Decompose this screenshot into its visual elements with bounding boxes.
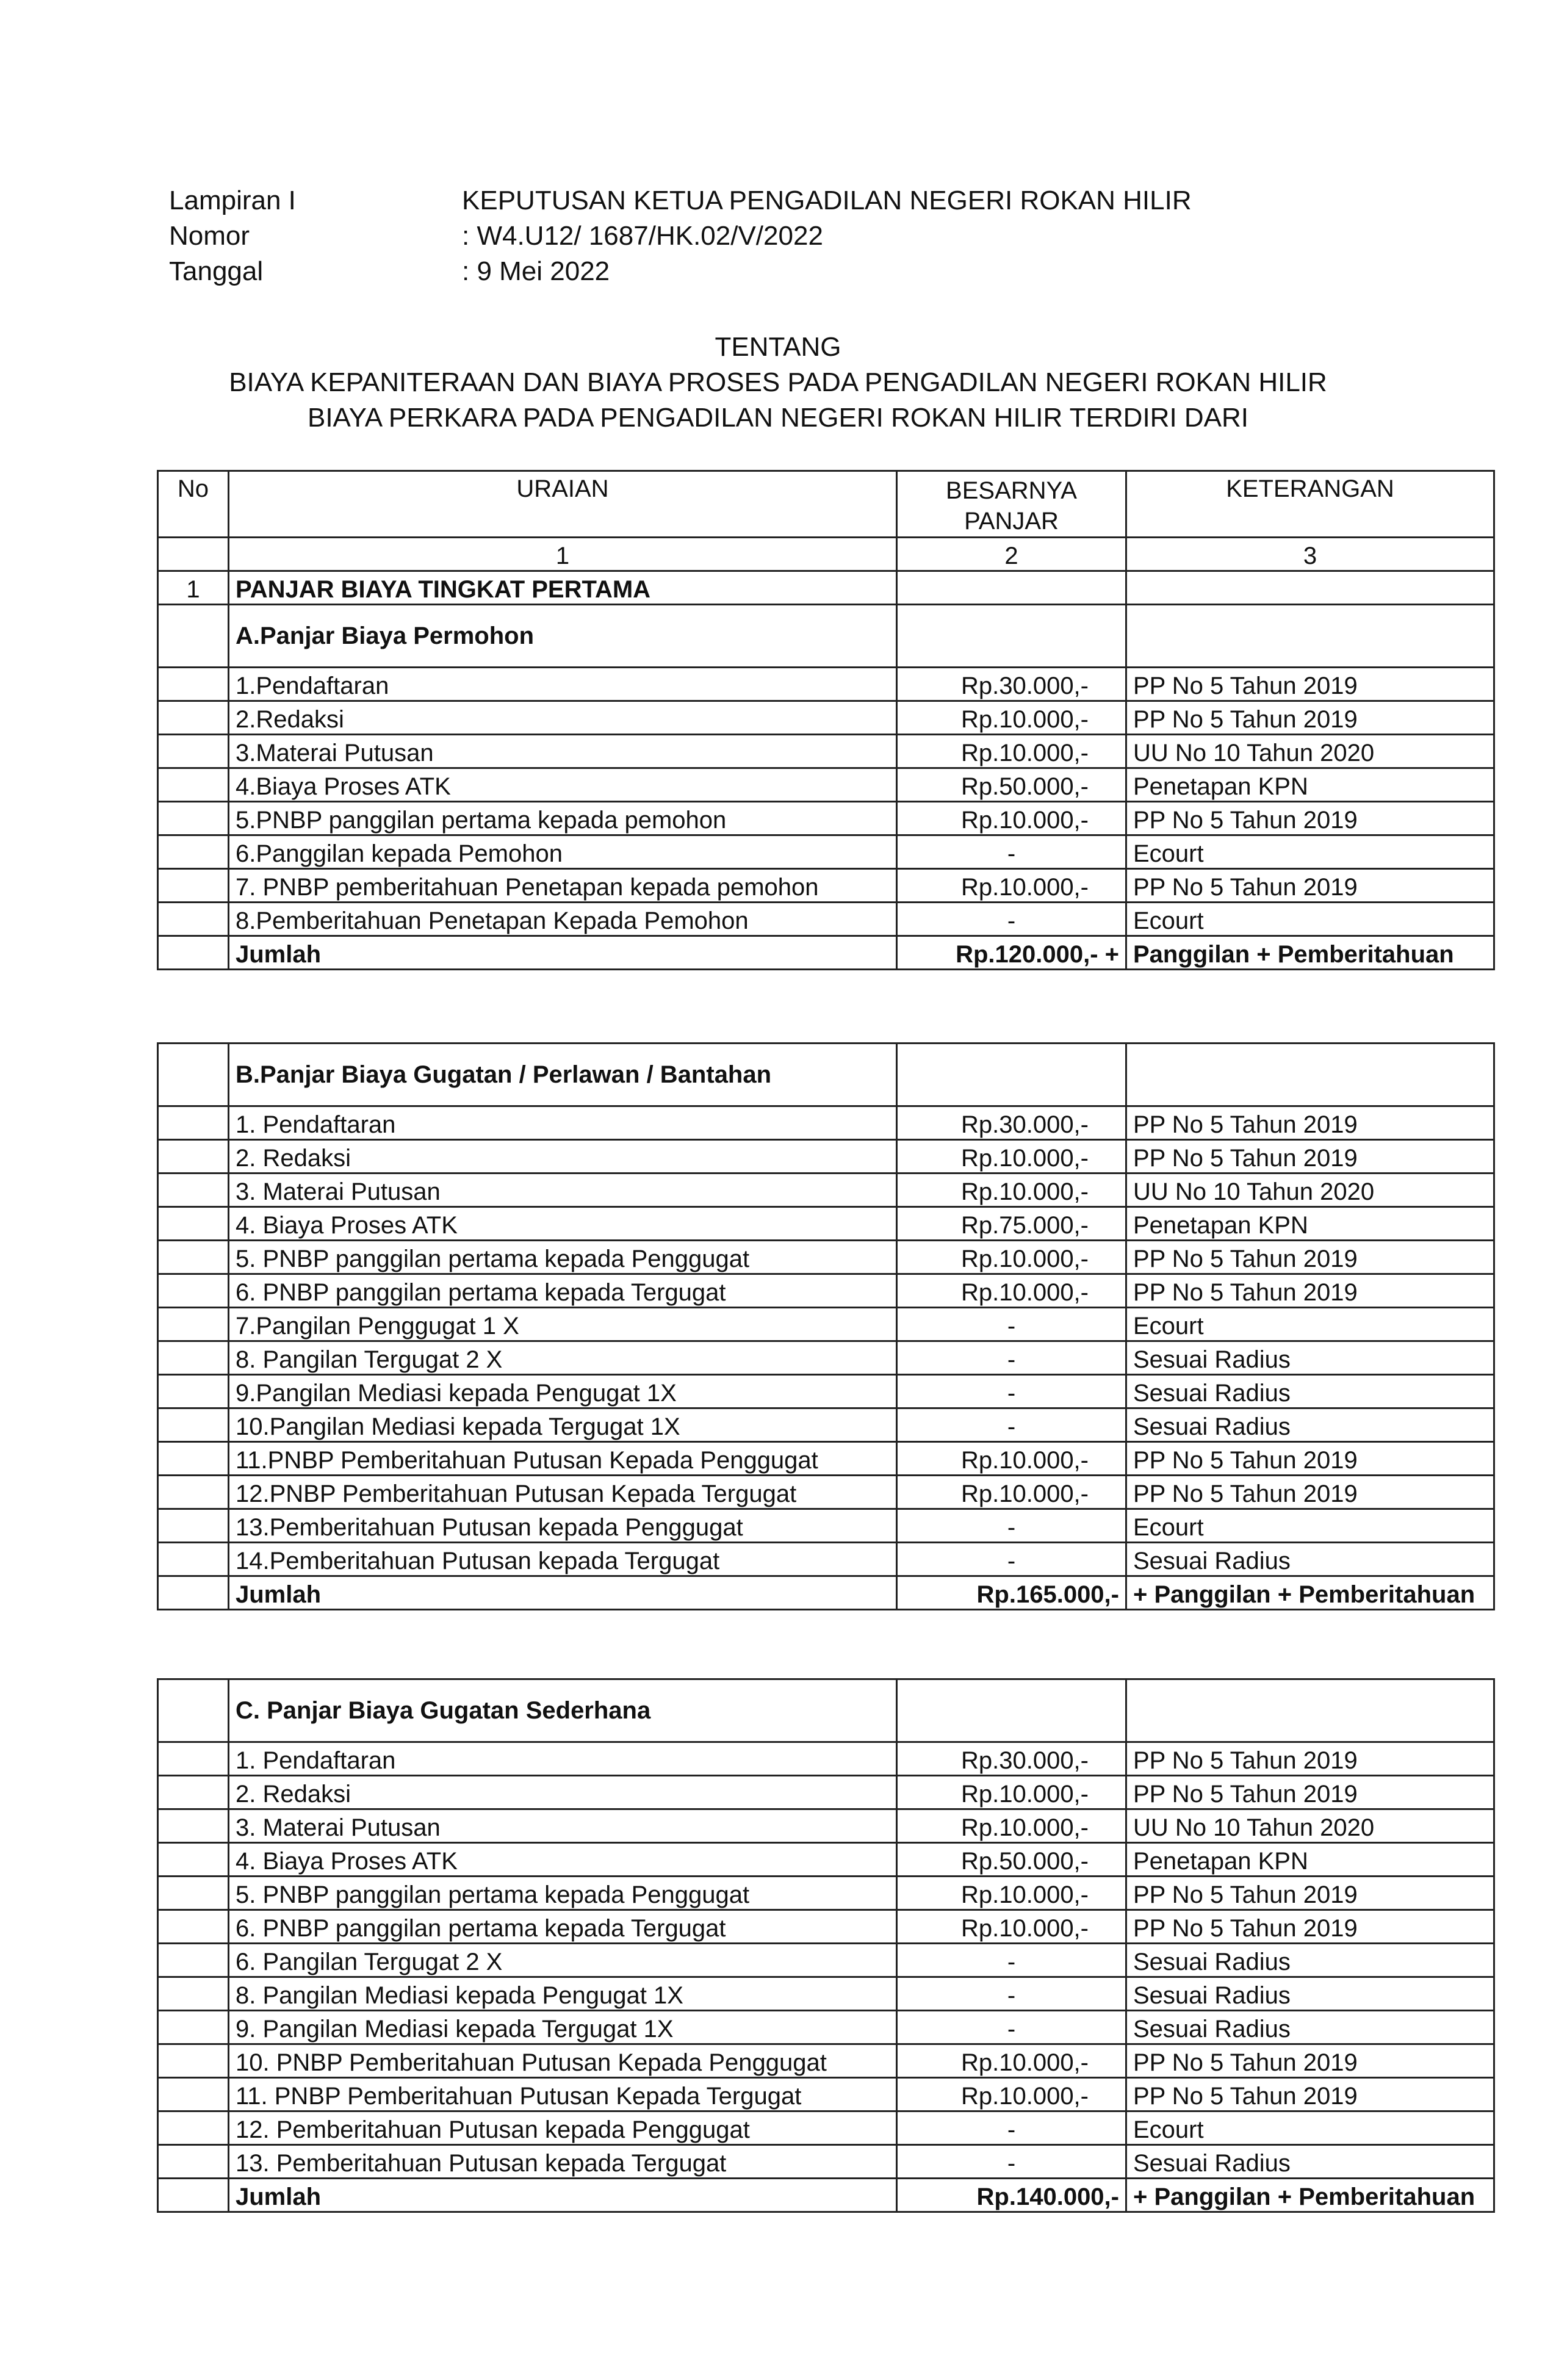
row-no-cell — [158, 869, 229, 903]
uraian-cell: 6. PNBP panggilan pertama kepada Tergugat — [229, 1274, 897, 1308]
table-row — [158, 1207, 1494, 1241]
row-no-cell — [158, 1476, 229, 1509]
uraian-cell: 9. Pangilan Mediasi kepada Tergugat 1X — [229, 2011, 897, 2044]
column-number-row — [158, 538, 1494, 571]
keterangan-cell: PP No 5 Tahun 2019 — [1126, 1776, 1494, 1809]
row-no-cell — [158, 1174, 229, 1207]
keterangan-cell: PP No 5 Tahun 2019 — [1126, 1140, 1494, 1174]
besarnya-cell: Rp.10.000,- — [897, 1877, 1126, 1910]
table-row — [158, 1843, 1494, 1877]
besarnya-cell: Rp.30.000,- — [897, 1106, 1126, 1140]
keterangan-cell: Sesuai Radius — [1126, 1543, 1494, 1576]
besarnya-cell: Rp.10.000,- — [897, 1910, 1126, 1944]
uraian-cell: 1. Pendaftaran — [229, 1106, 897, 1140]
keterangan-cell: UU No 10 Tahun 2020 — [1126, 735, 1494, 768]
section-a-title-row — [158, 605, 1494, 668]
row-no-cell — [158, 668, 229, 701]
main-row-no: 1 — [158, 571, 229, 605]
besarnya-cell: Rp.10.000,- — [897, 869, 1126, 903]
uraian-cell: 6. PNBP panggilan pertama kepada Tergugat — [229, 1910, 897, 1944]
table-row — [158, 2145, 1494, 2179]
table-row — [158, 2078, 1494, 2111]
jumlah-row — [158, 2179, 1494, 2212]
keterangan-cell: PP No 5 Tahun 2019 — [1126, 1742, 1494, 1776]
uraian-cell: 10.Pangilan Mediasi kepada Tergugat 1X — [229, 1408, 897, 1442]
table-row — [158, 2111, 1494, 2145]
row-no-cell — [158, 1106, 229, 1140]
table-section-a — [157, 470, 1495, 970]
besarnya-cell: Rp.10.000,- — [897, 2078, 1126, 2111]
keterangan-cell: UU No 10 Tahun 2020 — [1126, 1174, 1494, 1207]
besarnya-cell: Rp.50.000,- — [897, 768, 1126, 802]
keterangan-cell: PP No 5 Tahun 2019 — [1126, 1442, 1494, 1476]
row-no-cell — [158, 1776, 229, 1809]
jumlah-no-cell — [158, 936, 229, 970]
table-row — [158, 802, 1494, 835]
uraian-cell: 6.Panggilan kepada Pemohon — [229, 835, 897, 869]
besarnya-line-1: BESARNYA — [946, 477, 1077, 504]
uraian-cell: 4. Biaya Proses ATK — [229, 1207, 897, 1241]
row-no-cell — [158, 1442, 229, 1476]
uraian-cell: 3. Materai Putusan — [229, 1174, 897, 1207]
tanggal-label: Tanggal — [169, 256, 264, 286]
jumlah-label: Jumlah — [229, 2179, 897, 2212]
row-no-cell — [158, 1274, 229, 1308]
table-row — [158, 1106, 1494, 1140]
table-row — [158, 903, 1494, 936]
nomor-value: : W4.U12/ 1687/HK.02/V/2022 — [462, 221, 823, 251]
row-no-cell — [158, 1509, 229, 1543]
keterangan-cell: UU No 10 Tahun 2020 — [1126, 1809, 1494, 1843]
besarnya-cell: Rp.10.000,- — [897, 2044, 1126, 2078]
uraian-cell: 3.Materai Putusan — [229, 735, 897, 768]
nomor-label: Nomor — [169, 221, 250, 251]
row-no-cell — [158, 1375, 229, 1408]
besarnya-cell: - — [897, 835, 1126, 869]
table-row — [158, 1742, 1494, 1776]
row-no-cell — [158, 1843, 229, 1877]
table-row — [158, 1375, 1494, 1408]
uraian-cell: 12. Pemberitahuan Putusan kepada Penggugat — [229, 2111, 897, 2145]
uraian-cell: 5. PNBP panggilan pertama kepada Penggugat — [229, 1877, 897, 1910]
keterangan-cell: Penetapan KPN — [1126, 1207, 1494, 1241]
table-row — [158, 1408, 1494, 1442]
besarnya-cell: Rp.75.000,- — [897, 1207, 1126, 1241]
besarnya-cell: - — [897, 1308, 1126, 1341]
jumlah-keterangan: + Panggilan + Pemberitahuan — [1126, 2179, 1494, 2212]
col-besarnya-header — [897, 471, 1126, 538]
keterangan-cell: Penetapan KPN — [1126, 1843, 1494, 1877]
besarnya-cell: - — [897, 1944, 1126, 1977]
section-b-title: B.Panjar Biaya Gugatan / Perlawan / Bantahan — [229, 1044, 897, 1106]
row-no-cell — [158, 1308, 229, 1341]
uraian-cell: 2. Redaksi — [229, 1776, 897, 1809]
row-no-cell — [158, 2011, 229, 2044]
title-line-3: BIAYA PERKARA PADA PENGADILAN NEGERI ROKAN HILIR TERDIRI DARI — [307, 403, 1249, 433]
tanggal-value: : 9 Mei 2022 — [462, 256, 610, 286]
table-row — [158, 1140, 1494, 1174]
document-header — [169, 183, 1192, 289]
row-no-cell — [158, 1140, 229, 1174]
besarnya-cell: - — [897, 1341, 1126, 1375]
table-section-b — [157, 1042, 1495, 1610]
besarnya-cell: Rp.10.000,- — [897, 1476, 1126, 1509]
besarnya-line-2: PANJAR — [964, 508, 1059, 535]
besarnya-cell: Rp.10.000,- — [897, 1274, 1126, 1308]
row-no-cell — [158, 2044, 229, 2078]
main-row — [158, 571, 1494, 605]
keterangan-cell: PP No 5 Tahun 2019 — [1126, 1274, 1494, 1308]
row-no-cell — [158, 1877, 229, 1910]
besarnya-cell: Rp.10.000,- — [897, 735, 1126, 768]
jumlah-label: Jumlah — [229, 936, 897, 970]
besarnya-cell: Rp.10.000,- — [897, 1809, 1126, 1843]
uraian-cell: 2. Redaksi — [229, 1140, 897, 1174]
uraian-cell: 1. Pendaftaran — [229, 1742, 897, 1776]
row-no-cell — [158, 2078, 229, 2111]
row-no-cell — [158, 1408, 229, 1442]
uraian-cell: 4.Biaya Proses ATK — [229, 768, 897, 802]
keterangan-cell: Penetapan KPN — [1126, 768, 1494, 802]
jumlah-row — [158, 1576, 1494, 1610]
row-no-cell — [158, 1910, 229, 1944]
besarnya-cell: - — [897, 2011, 1126, 2044]
jumlah-no-cell — [158, 1576, 229, 1610]
uraian-cell: 11.PNBP Pemberitahuan Putusan Kepada Penggugat — [229, 1442, 897, 1476]
uraian-cell: 11. PNBP Pemberitahuan Putusan Kepada Tergugat — [229, 2078, 897, 2111]
uraian-cell: 7.Pangilan Penggugat 1 X — [229, 1308, 897, 1341]
row-no-cell — [158, 1977, 229, 2011]
section-a-title: A.Panjar Biaya Permohon — [229, 605, 897, 668]
table-row — [158, 869, 1494, 903]
uraian-cell: 13.Pemberitahuan Putusan kepada Penggugat — [229, 1509, 897, 1543]
table-row — [158, 1174, 1494, 1207]
besarnya-cell: Rp.10.000,- — [897, 1174, 1126, 1207]
table-row — [158, 1910, 1494, 1944]
table-row — [158, 668, 1494, 701]
row-no-cell — [158, 1944, 229, 1977]
jumlah-row — [158, 936, 1494, 970]
table-row — [158, 1274, 1494, 1308]
besarnya-cell: - — [897, 2111, 1126, 2145]
uraian-cell: 9.Pangilan Mediasi kepada Pengugat 1X — [229, 1375, 897, 1408]
col-uraian-header: URAIAN — [229, 471, 897, 538]
row-no-cell — [158, 1543, 229, 1576]
jumlah-keterangan: Panggilan + Pemberitahuan — [1126, 936, 1494, 970]
col-number-3: 3 — [1126, 538, 1494, 571]
section-c-title: C. Panjar Biaya Gugatan Sederhana — [229, 1679, 897, 1742]
keterangan-cell: PP No 5 Tahun 2019 — [1126, 668, 1494, 701]
keterangan-cell: Ecourt — [1126, 2111, 1494, 2145]
uraian-cell: 4. Biaya Proses ATK — [229, 1843, 897, 1877]
besarnya-cell: Rp.10.000,- — [897, 1140, 1126, 1174]
uraian-cell: 1.Pendaftaran — [229, 668, 897, 701]
besarnya-cell: Rp.10.000,- — [897, 1442, 1126, 1476]
keterangan-cell: PP No 5 Tahun 2019 — [1126, 701, 1494, 735]
main-row-label: PANJAR BIAYA TINGKAT PERTAMA — [229, 571, 897, 605]
keterangan-cell: Sesuai Radius — [1126, 2145, 1494, 2179]
jumlah-keterangan: + Panggilan + Pemberitahuan — [1126, 1576, 1494, 1610]
table-row — [158, 2011, 1494, 2044]
uraian-cell: 14.Pemberitahuan Putusan kepada Tergugat — [229, 1543, 897, 1576]
row-no-cell — [158, 735, 229, 768]
besarnya-cell: - — [897, 1408, 1126, 1442]
uraian-cell: 10. PNBP Pemberitahuan Putusan Kepada Penggugat — [229, 2044, 897, 2078]
table-row — [158, 2044, 1494, 2078]
row-no-cell — [158, 1241, 229, 1274]
keterangan-cell: Ecourt — [1126, 1308, 1494, 1341]
row-no-cell — [158, 1742, 229, 1776]
table-row — [158, 701, 1494, 735]
table-row — [158, 1308, 1494, 1341]
uraian-cell: 8.Pemberitahuan Penetapan Kepada Pemohon — [229, 903, 897, 936]
col-no-header: No — [158, 471, 229, 538]
table-row — [158, 1543, 1494, 1576]
row-no-cell — [158, 768, 229, 802]
table-row — [158, 1241, 1494, 1274]
uraian-cell: 5. PNBP panggilan pertama kepada Penggugat — [229, 1241, 897, 1274]
table-row — [158, 1977, 1494, 2011]
jumlah-no-cell — [158, 2179, 229, 2212]
uraian-cell: 12.PNBP Pemberitahuan Putusan Kepada Tergugat — [229, 1476, 897, 1509]
row-no-cell — [158, 2145, 229, 2179]
table-row — [158, 1809, 1494, 1843]
keterangan-cell: Sesuai Radius — [1126, 1944, 1494, 1977]
keterangan-cell: PP No 5 Tahun 2019 — [1126, 1476, 1494, 1509]
title-line-1: TENTANG — [715, 332, 841, 362]
lampiran-value: KEPUTUSAN KETUA PENGADILAN NEGERI ROKAN HILIR — [462, 186, 1192, 215]
section-b-title-row — [158, 1044, 1494, 1106]
table-section-c — [157, 1678, 1495, 2213]
keterangan-cell: Ecourt — [1126, 1509, 1494, 1543]
uraian-cell: 2.Redaksi — [229, 701, 897, 735]
keterangan-cell: PP No 5 Tahun 2019 — [1126, 2044, 1494, 2078]
uraian-cell: 5.PNBP panggilan pertama kepada pemohon — [229, 802, 897, 835]
keterangan-cell: PP No 5 Tahun 2019 — [1126, 1877, 1494, 1910]
besarnya-cell: Rp.50.000,- — [897, 1843, 1126, 1877]
lampiran-label: Lampiran I — [169, 186, 296, 215]
besarnya-cell: Rp.10.000,- — [897, 701, 1126, 735]
besarnya-cell: - — [897, 1375, 1126, 1408]
besarnya-cell: Rp.30.000,- — [897, 1742, 1126, 1776]
besarnya-cell: - — [897, 903, 1126, 936]
row-no-cell — [158, 1341, 229, 1375]
besarnya-cell: - — [897, 1977, 1126, 2011]
col-number-1: 1 — [229, 538, 897, 571]
table-row — [158, 735, 1494, 768]
besarnya-cell: - — [897, 1543, 1126, 1576]
row-no-cell — [158, 1207, 229, 1241]
uraian-cell: 8. Pangilan Mediasi kepada Pengugat 1X — [229, 1977, 897, 2011]
keterangan-cell: Sesuai Radius — [1126, 1341, 1494, 1375]
table-header-row — [158, 471, 1494, 538]
table-row — [158, 1476, 1494, 1509]
table-row — [158, 1944, 1494, 1977]
besarnya-cell: - — [897, 1509, 1126, 1543]
keterangan-cell: Sesuai Radius — [1126, 1408, 1494, 1442]
table-row — [158, 835, 1494, 869]
besarnya-cell: - — [897, 2145, 1126, 2179]
keterangan-cell: PP No 5 Tahun 2019 — [1126, 1241, 1494, 1274]
row-no-cell — [158, 802, 229, 835]
uraian-cell: 7. PNBP pemberitahuan Penetapan kepada pemohon — [229, 869, 897, 903]
besarnya-cell: Rp.30.000,- — [897, 668, 1126, 701]
row-no-cell — [158, 701, 229, 735]
table-row — [158, 1776, 1494, 1809]
besarnya-cell: Rp.10.000,- — [897, 1776, 1126, 1809]
jumlah-label: Jumlah — [229, 1576, 897, 1610]
besarnya-cell: Rp.10.000,- — [897, 1241, 1126, 1274]
row-no-cell — [158, 903, 229, 936]
jumlah-value: Rp.120.000,- + — [897, 936, 1126, 970]
keterangan-cell: PP No 5 Tahun 2019 — [1126, 1106, 1494, 1140]
table-row — [158, 1442, 1494, 1476]
keterangan-cell: Sesuai Radius — [1126, 1375, 1494, 1408]
keterangan-cell: PP No 5 Tahun 2019 — [1126, 1910, 1494, 1944]
uraian-cell: 3. Materai Putusan — [229, 1809, 897, 1843]
uraian-cell: 6. Pangilan Tergugat 2 X — [229, 1944, 897, 1977]
uraian-cell: 8. Pangilan Tergugat 2 X — [229, 1341, 897, 1375]
keterangan-cell: Sesuai Radius — [1126, 1977, 1494, 2011]
besarnya-cell: Rp.10.000,- — [897, 802, 1126, 835]
col-number-2: 2 — [897, 538, 1126, 571]
keterangan-cell: Ecourt — [1126, 903, 1494, 936]
row-no-cell — [158, 1809, 229, 1843]
keterangan-cell: PP No 5 Tahun 2019 — [1126, 869, 1494, 903]
table-row — [158, 768, 1494, 802]
keterangan-cell: Ecourt — [1126, 835, 1494, 869]
uraian-cell: 13. Pemberitahuan Putusan kepada Tergugat — [229, 2145, 897, 2179]
table-row — [158, 1509, 1494, 1543]
row-no-cell — [158, 835, 229, 869]
keterangan-cell: PP No 5 Tahun 2019 — [1126, 802, 1494, 835]
jumlah-value: Rp.165.000,- — [897, 1576, 1126, 1610]
title-line-2: BIAYA KEPANITERAAN DAN BIAYA PROSES PADA PENGADILAN NEGERI ROKAN HILIR — [229, 367, 1327, 397]
keterangan-cell: PP No 5 Tahun 2019 — [1126, 2078, 1494, 2111]
section-c-title-row — [158, 1679, 1494, 1742]
table-row — [158, 1341, 1494, 1375]
row-no-cell — [158, 2111, 229, 2145]
jumlah-value: Rp.140.000,- — [897, 2179, 1126, 2212]
table-row — [158, 1877, 1494, 1910]
col-keterangan-header: KETERANGAN — [1126, 471, 1494, 538]
keterangan-cell: Sesuai Radius — [1126, 2011, 1494, 2044]
